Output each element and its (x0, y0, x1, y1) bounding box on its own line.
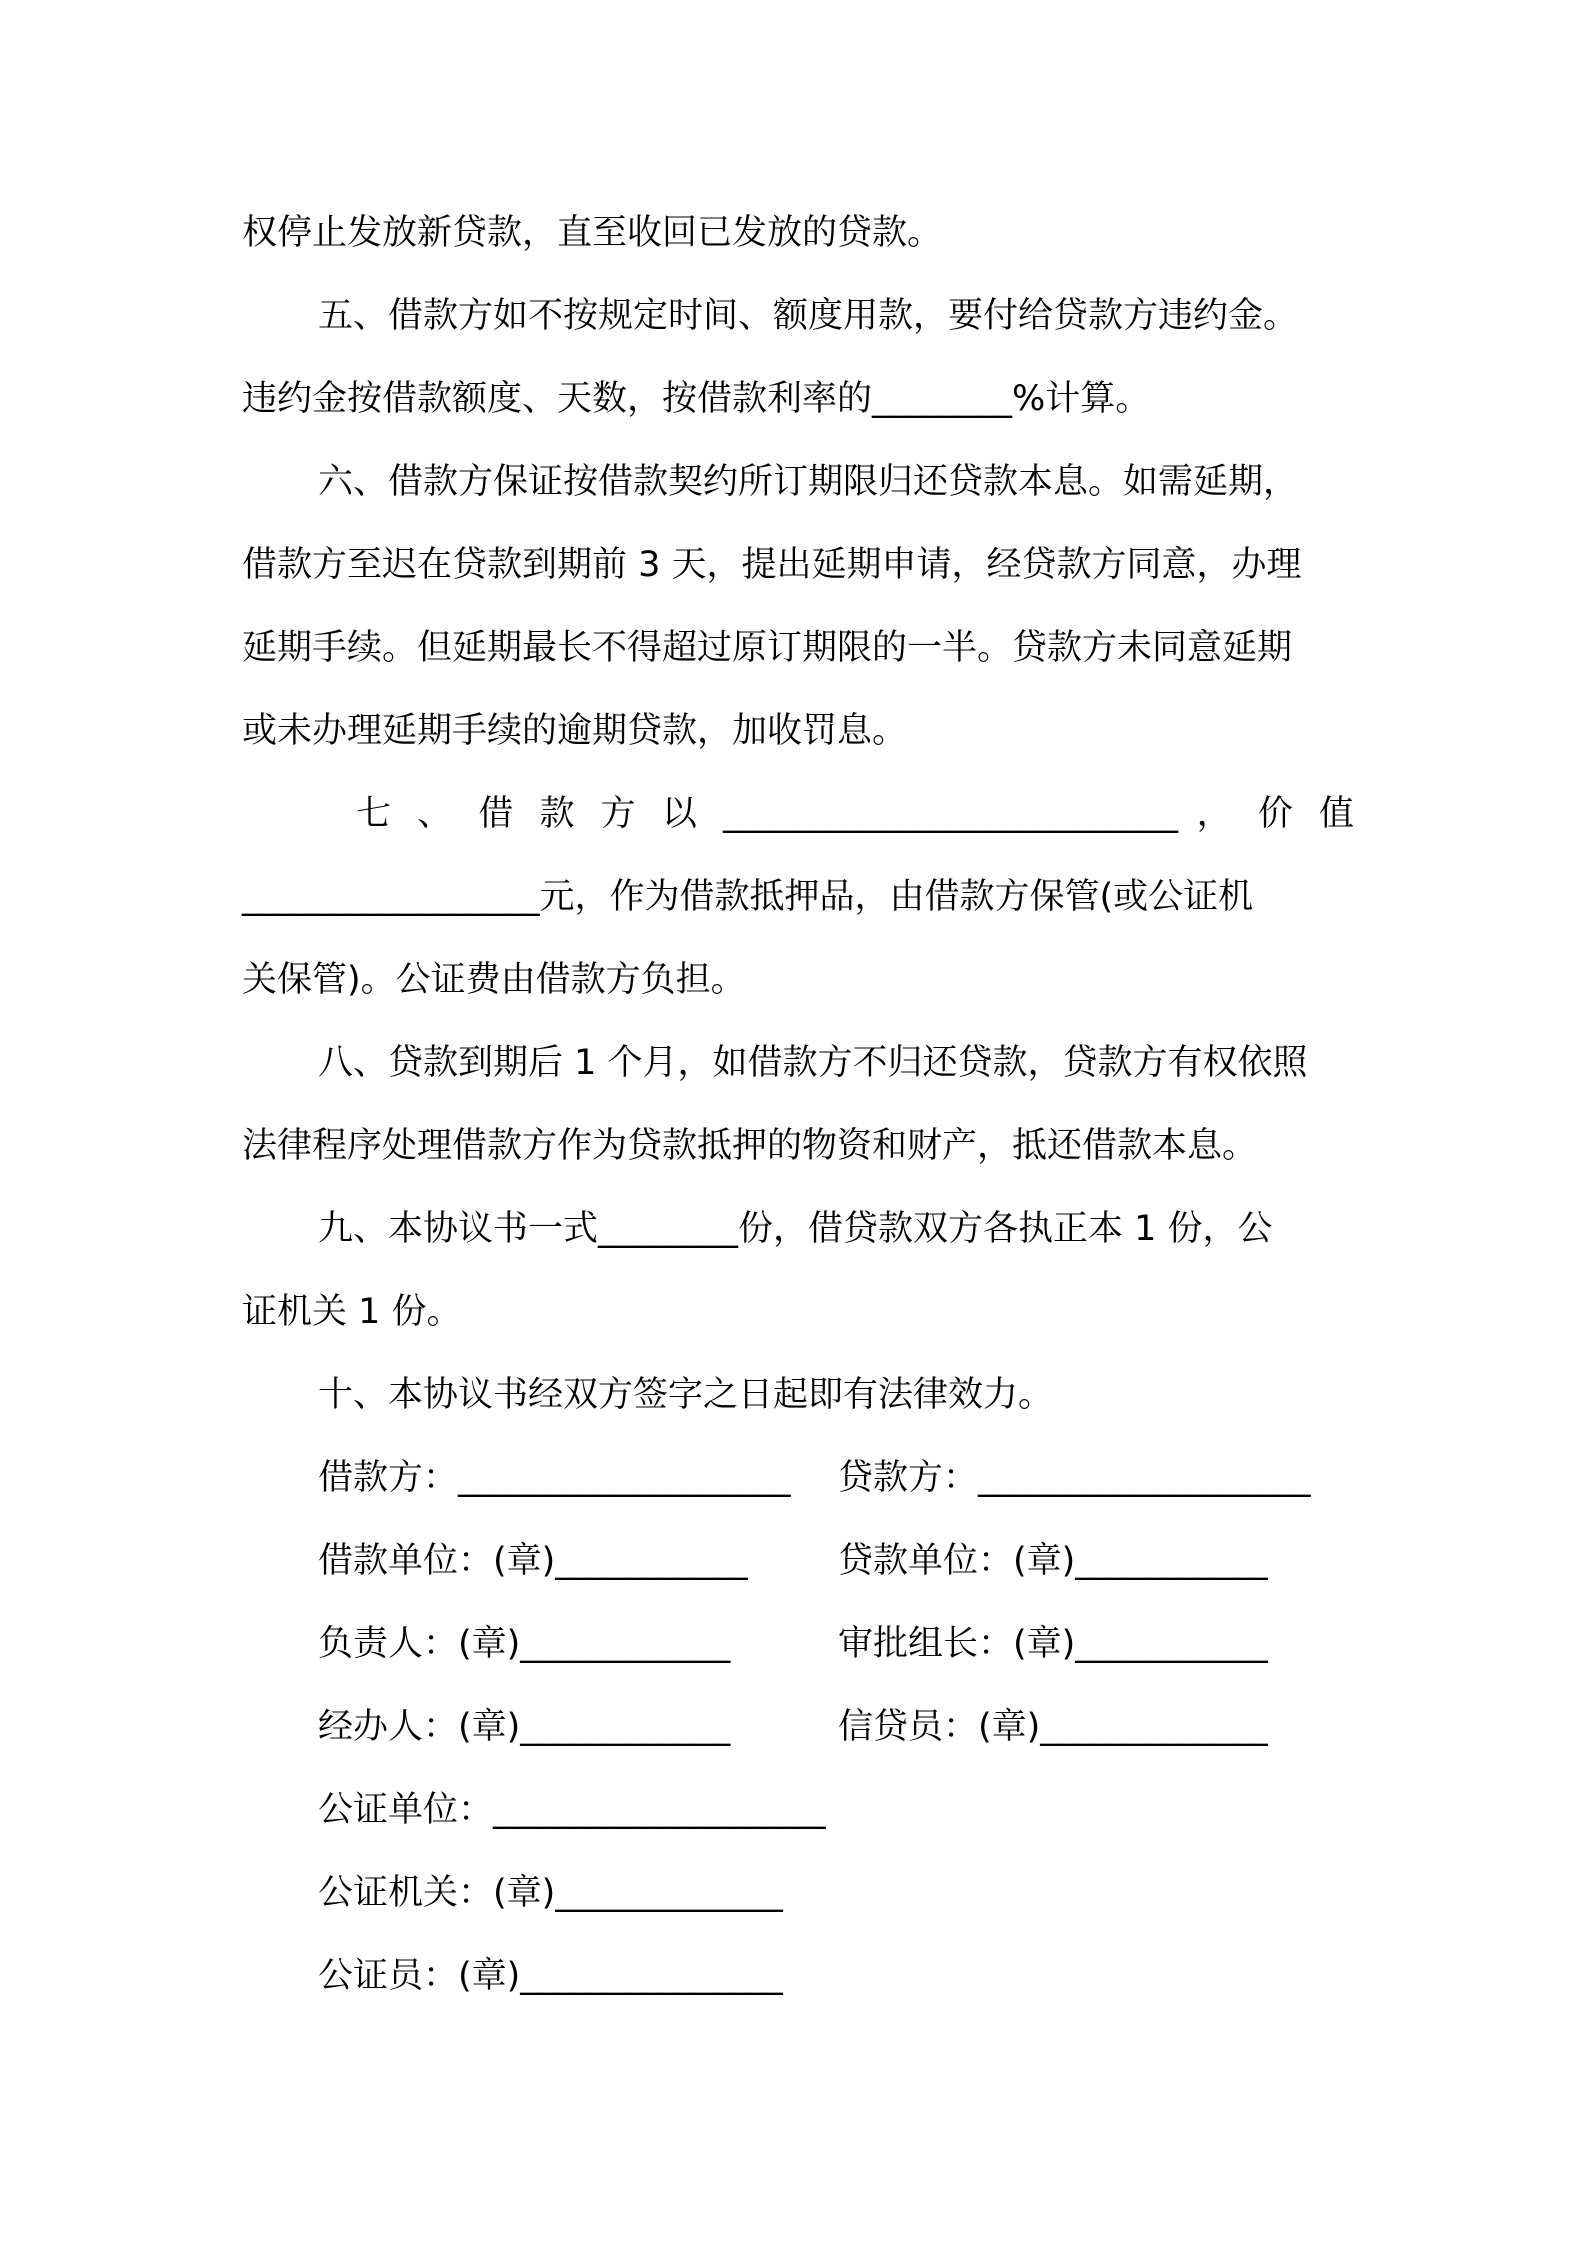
clause-six-line: 六、借款方保证按借款契约所订期限归还贷款本息。如需延期， (318, 462, 1299, 502)
clause-nine-line: 九、本协议书一式________份，借贷款双方各执正本 1 份，公 (318, 1209, 1273, 1249)
signature-row-units (242, 1520, 1354, 1603)
clause-eight-line: 八、贷款到期后 1 个月，如借款方不归还贷款，贷款方有权依照 (318, 1043, 1308, 1083)
paragraph-line: 或未办理延期手续的逾期贷款，加收罚息。 (242, 711, 908, 751)
signature-row-handlers (242, 1686, 1354, 1769)
paragraph-line: 权停止发放新贷款，直至收回已发放的贷款。 (242, 213, 943, 253)
lender-unit-field: 贷款单位：(章)___________ (838, 1541, 1268, 1581)
paragraph-line: 违约金按借款额度、天数，按借款利率的________%计算。 (242, 379, 1151, 419)
signature-row-heads (242, 1603, 1354, 1686)
document-body (242, 192, 1354, 2018)
notary-office-field: 公证机关：(章)_____________ (318, 1873, 783, 1913)
paragraph-line: 证机关 1 份。 (242, 1292, 462, 1332)
paragraph-line: _________________元，作为借款抵押品，由借款方保管(或公证机 (242, 877, 1254, 917)
notary-unit-field: 公证单位：___________________ (318, 1790, 826, 1830)
clause-five-line: 五、借款方如不按规定时间、额度用款，要付给贷款方违约金。 (318, 296, 1299, 336)
notary-officer-field: 公证员：(章)_______________ (318, 1956, 783, 1996)
paragraph-line: 借款方至迟在贷款到期前 3 天，提出延期申请，经贷款方同意，办理 (242, 545, 1302, 585)
borrower-signature-field: 借款方：___________________ (318, 1458, 791, 1498)
clause-seven-line: 七 、 借 款 方 以 __________________________ ， 价 值 (356, 794, 1354, 834)
paragraph-line: 延期手续。但延期最长不得超过原订期限的一半。贷款方未同意延期 (242, 628, 1293, 668)
clause-ten-line: 十、本协议书经双方签字之日起即有法律效力。 (318, 1375, 1054, 1415)
responsible-person-field: 负责人：(章)____________ (318, 1624, 731, 1664)
lender-signature-field: 贷款方：___________________ (838, 1458, 1311, 1498)
borrower-unit-field: 借款单位：(章)___________ (318, 1541, 748, 1581)
paragraph-line: 法律程序处理借款方作为贷款抵押的物资和财产，抵还借款本息。 (242, 1126, 1258, 1166)
approval-leader-field: 审批组长：(章)___________ (838, 1624, 1268, 1664)
paragraph-line: 关保管)。公证费由借款方负担。 (242, 960, 746, 1000)
credit-officer-field: 信贷员：(章)_____________ (838, 1707, 1268, 1747)
signature-row-borrower-lender (242, 1437, 1354, 1520)
handler-field: 经办人：(章)____________ (318, 1707, 731, 1747)
